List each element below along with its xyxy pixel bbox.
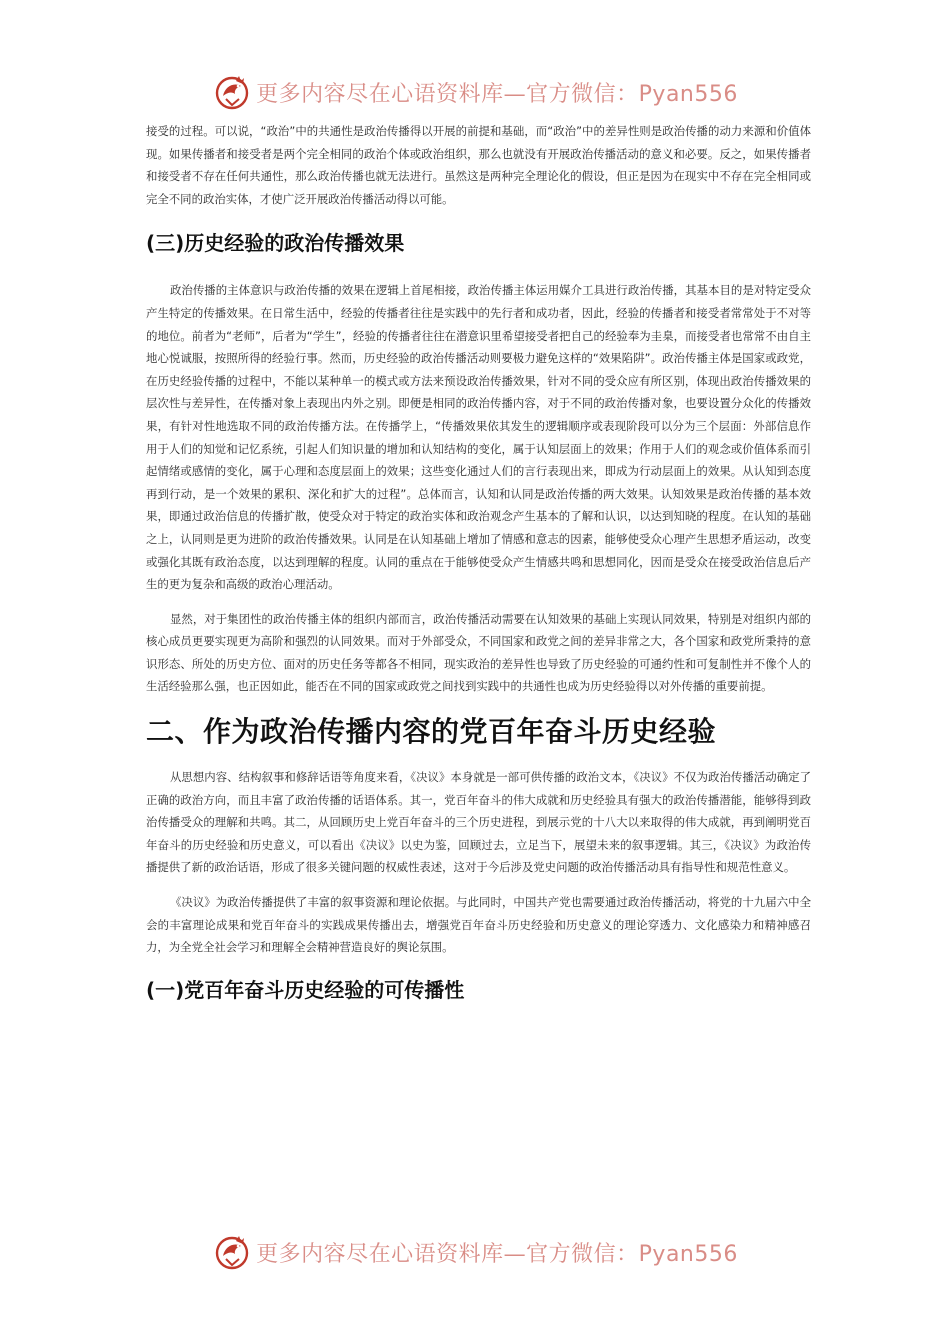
paragraph-resolution-resources: 《决议》为政治传播提供了丰富的叙事资源和理论依据。与此同时，中国共产党也需要通过政治传播活动，将党的十九届六中全会的丰富理论成果和党百年奋斗的实践成果传播出去，增强党百年奋斗历史经验和历史意义的理论穿透力、文化感染力和精神感召力，为全党全社会学习和理解全会精神营造良好的舆论氛围。 [146,895,811,955]
document-body [146,120,811,1005]
footer-watermark-banner [0,1230,950,1274]
paragraph-effects: 政治传播的主体意识与政治传播的效果在逻辑上首尾相接，政治传播主体运用媒介工具进行政治传播，其基本目的是对特定受众产生特定的传播效果。在日常生活中，经验的传播者往往是实践中的先行者和成功者，因此，经验的传播者和接受者常常处于不对等的地位。前者为“老师”，后者为“学生”，经验的传播者往往在潜意识里希望接受者把自己的经验奉为圭臬，而接受者也常常不由自主地心悦诚服，按照所得的经验行事。然而，历史经验的政治传播活动则要极力避免这样的“效果陷阱”。政治传播主体是国家或政党，在历史经验传播的过程中，不能以某种单一的模式或方法来预设政治传播效果，针对不同的受众应有所区别，体现出政治传播效果的层次性与差异性，在传播对象上表现出内外之别。即便是相同的政治传播内容，对于不同的政治传播对象，也要设置分众化的传播效果，有针对性地选取不同的政治传播方法。在传播学上，“传播效果依其发生的逻辑顺序或表现阶段可以分为三个层面：外部信息作用于人们的知觉和记忆系统，引起人们知识量的增加和认知结构的变化，属于认知层面上的效果；作用于人们的观念或价值体系而引起情绪或感情的变化，属于心理和态度层面上的效果；这些变化通过人们的言行表现出来，即成为行动层面上的效果。从认知到态度再到行动，是一个效果的累积、深化和扩大的过程”。总体而言，认知和认同是政治传播的两大效果。认知效果是政治传播的基本效果，即通过政治信息的传播扩散，使受众对于特定的政治实体和政治观念产生基本的了解和认识，以达到知晓的程度。在认知的基础之上，认同则是更为进阶的政治传播效果。认同是在认知基础上增加了情感和意志的因素，能够使受众心理产生思想矛盾运动，改变或强化其既有政治态度，以达到理解的程度。认同的重点在于能够使受众产生情感共鸣和思想同化，因而是受众在接受政治信息后产生的更为复杂和高级的政治心理活动。 [146,283,811,592]
section-heading-2-1: (一)党百年奋斗历史经验的可传播性 [146,977,465,1002]
section-heading-2: 二、作为政治传播内容的党百年奋斗历史经验 [146,715,717,749]
rooster-logo-icon [212,1232,252,1272]
banner-wechat-id: Pyan556 [638,1241,738,1267]
header-watermark-banner [0,70,950,114]
banner-text: 更多内容尽在心语资料库—官方微信：Pyan556 [256,81,738,107]
paragraph-resolution-text: 从思想内容、结构叙事和修辞话语等角度来看，《决议》本身就是一部可供传播的政治文本，《决议》不仅为政治传播活动确定了正确的政治方向，而且丰富了政治传播的话语体系。其一，党百年奋斗的伟大成就和历史经验具有强大的政治传播潜能，能够得到政治传播受众的理解和共鸣。其二，从回顾历史上党百年奋斗的三个历史进程，到展示党的十八大以来取得的伟大成就，再到阐明党百年奋斗的历史经验和历史意义，可以看出《决议》以史为鉴，回顾过去，立足当下，展望未来的叙事逻辑。其三，《决议》为政治传播提供了新的政治话语，形成了很多关键问题的权威性表述，这对于今后涉及党史问题的政治传播活动具有指导性和规范性意义。 [146,770,811,875]
section-heading-3-3: (三)历史经验的政治传播效果 [146,231,405,256]
banner-text: 更多内容尽在心语资料库—官方微信：Pyan556 [256,1241,738,1267]
rooster-logo-icon [212,72,252,112]
paragraph-continued: 接受的过程。可以说，“政治”中的共通性是政治传播得以开展的前提和基础，而“政治”中的差异性则是政治传播的动力来源和价值体现。如果传播者和接受者是两个完全相同的政治个体或政治组织，那么也就没有开展政治传播活动的意义和必要。反之，如果传播者和接受者不存在任何共通性，那么政治传播也就无法进行。虽然这是两种完全理论化的假设，但正是因为在现实中不存在完全相同或完全不同的政治实体，才使广泛开展政治传播活动得以可能。 [146,124,811,206]
paragraph-collective-subject: 显然，对于集团性的政治传播主体的组织内部而言，政治传播活动需要在认知效果的基础上实现认同效果，特别是对组织内部的核心成员更要实现更为高阶和强烈的认同效果。而对于外部受众，不同国家和政党之间的差异非常之大，各个国家和政党所秉持的意识形态、所处的历史方位、面对的历史任务等都各不相同，现实政治的差异性也导致了历史经验的可通约性和可复制性并不像个人的生活经验那么强，也正因如此，能否在不同的国家或政党之间找到实践中的共通性也成为历史经验得以对外传播的重要前提。 [146,611,811,694]
banner-wechat-id: Pyan556 [638,81,738,107]
